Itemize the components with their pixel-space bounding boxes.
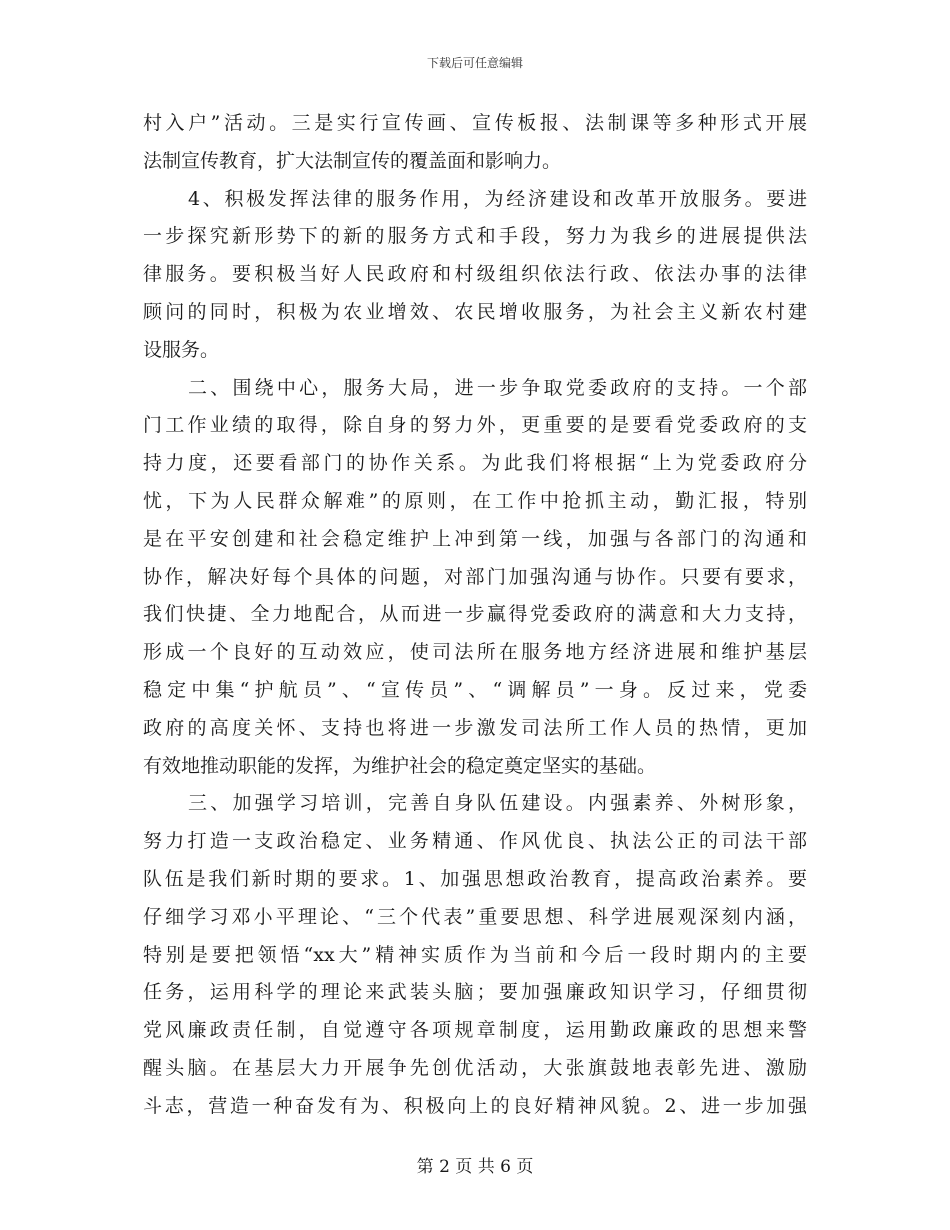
text-line: 持力度，还要看部门的协作关系。为此我们将根据“上为党委政府分 bbox=[143, 452, 807, 475]
text-line: 党风廉政责任制，自觉遵守各项规章制度，运用勤政廉政的思想来警 bbox=[143, 1019, 807, 1042]
page-header-note: 下载后可任意编辑 bbox=[426, 56, 523, 70]
text-line: 政府的高度关怀、支持也将进一步激发司法所工作人员的热情，更加 bbox=[143, 716, 807, 739]
text-line: 任务，运用科学的理论来武装头脑；要加强廉政知识学习，仔细贯彻 bbox=[143, 981, 807, 1004]
text-line: 稳定中集“护航员”、“宣传员”、“调解员”一身。反过来，党委 bbox=[143, 678, 807, 701]
text-line: 三、加强学习培训，完善自身队伍建设。内强素养、外树形象， bbox=[188, 792, 807, 815]
text-line: 二、围绕中心，服务大局，进一步争取党委政府的支持。一个部 bbox=[188, 376, 807, 399]
text-line: 队伍是我们新时期的要求。1、加强思想政治教育，提高政治素养。要 bbox=[143, 867, 807, 890]
text-line: 律服务。要积极当好人民政府和村级组织依法行政、依法办事的法律 bbox=[143, 263, 807, 286]
text-line: 我们快捷、全力地配合，从而进一步赢得党委政府的满意和大力支持， bbox=[143, 603, 807, 626]
text-line: 是在平安创建和社会稳定维护上冲到第一线，加强与各部门的沟通和 bbox=[143, 527, 807, 550]
text-line: 门工作业绩的取得，除自身的努力外，更重要的是要看党委政府的支 bbox=[143, 414, 807, 437]
text-line: 形成一个良好的互动效应，使司法所在服务地方经济进展和维护基层 bbox=[143, 641, 807, 664]
text-line: 特别是要把领悟“xx大”精神实质作为当前和今后一段时期内的主要 bbox=[143, 943, 807, 966]
document-body bbox=[143, 105, 807, 1126]
text-line: 法制宣传教育，扩大法制宣传的覆盖面和影响力。 bbox=[143, 149, 562, 172]
text-line: 斗志，营造一种奋发有为、积极向上的良好精神风貌。2、进一步加强 bbox=[143, 1094, 807, 1117]
text-line: 一步探究新形势下的新的服务方式和手段，努力为我乡的进展提供法 bbox=[143, 225, 807, 248]
text-line: 设服务。 bbox=[143, 338, 220, 361]
text-line: 顾问的同时，积极为农业增效、农民增收服务，为社会主义新农村建 bbox=[143, 300, 807, 323]
text-line: 协作，解决好每个具体的问题，对部门加强沟通与协作。只要有要求， bbox=[143, 565, 807, 588]
text-line: 4、积极发挥法律的服务作用，为经济建设和改革开放服务。要进 bbox=[188, 187, 807, 210]
text-line: 醒头脑。在基层大力开展争先创优活动，大张旗鼓地表彰先进、激励 bbox=[143, 1056, 807, 1079]
text-line: 忧，下为人民群众解难”的原则，在工作中抢抓主动，勤汇报，特别 bbox=[143, 489, 807, 512]
text-line: 有效地推动职能的发挥，为维护社会的稳定奠定坚实的基础。 bbox=[143, 754, 657, 777]
text-line: 仔细学习邓小平理论、“三个代表”重要思想、科学进展观深刻内涵， bbox=[143, 905, 807, 928]
page-number: 第 2 页 共 6 页 bbox=[416, 1157, 534, 1177]
text-line: 努力打造一支政治稳定、业务精通、作风优良、执法公正的司法干部 bbox=[143, 830, 807, 853]
text-line: 村入户”活动。三是实行宣传画、宣传板报、法制课等多种形式开展 bbox=[143, 112, 807, 134]
